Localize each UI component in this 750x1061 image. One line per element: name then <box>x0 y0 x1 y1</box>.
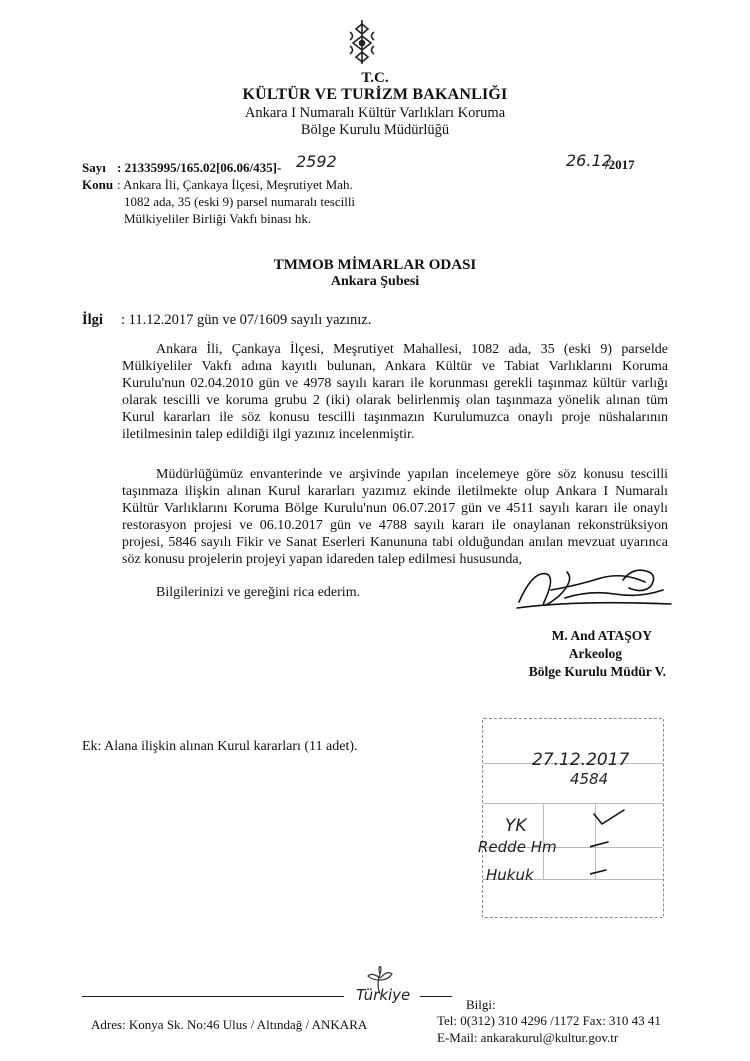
checkmark-icons <box>590 808 630 888</box>
footer-email: E-Mail: ankarakurul@kultur.gov.tr <box>437 1030 619 1045</box>
konu-line3: Mülkiyeliler Birliği Vakfı binası hk. <box>124 211 312 226</box>
konu-line1: : Ankara İli, Çankaya İlçesi, Meşrutiyet Mah. <box>117 177 353 192</box>
body-paragraph-1: Ankara İli, Çankaya İlçesi, Meşrutiyet Mahallesi, 1082 ada, 35 (eski 9) parselde Mülkiyeliler Vakfı adına kayıtlı bulunan, Ankara Kültür ve Tabiat Varlıklarını Koruma Kurulu'nun 02.04.2010 gün ve 4978 sayılı kararı ile korunması gerekli taşınmaz kültür varlığı olarak tescilli ve koruma grubu 2 (iki) olarak belirlenmiş olan taşınmaza yönelik alınan tüm Kurul kararları ile söz konusu tescilli taşınmazın Kurulumuzca onaylı proje nüshalarının iletilmesinin talep edildiği ilgi yazınız incelenmiştir. <box>122 342 668 442</box>
stamp-date: 27.12.2017 <box>532 750 630 770</box>
turkiye-logo-text: Türkiye <box>356 986 411 1004</box>
footer-tel-fax: Tel: 0(312) 310 4296 /1172 Fax: 310 43 41 <box>437 1013 661 1028</box>
stamp-note-yk: YK <box>505 816 527 836</box>
footer-address: Adres: Konya Sk. No:46 Ulus / Altındağ / ANKARA <box>91 1017 368 1032</box>
date-handwritten: 26.12 <box>566 151 612 170</box>
header-tc: T.C. <box>361 70 389 86</box>
footer-bilgi-label: Bilgi: <box>466 997 496 1012</box>
konu-line2: 1082 ada, 35 (eski 9) parsel numaralı tescilli <box>124 194 356 209</box>
header-unit-line1: Ankara I Numaralı Kültür Varlıkları Koruma <box>244 105 506 121</box>
recipient-name: TMMOB MİMARLAR ODASI <box>273 257 477 273</box>
stamp-note-redde: Redde Hm <box>478 838 557 856</box>
footer-divider-left <box>82 996 344 997</box>
signature-role: Bölge Kurulu Müdür V. <box>528 664 666 679</box>
closing-line: Bilgilerinizi ve gereğini rica ederim. <box>156 585 361 600</box>
attachment-line: Ek: Alana ilişkin alınan Kurul kararları (11 adet). <box>82 739 358 754</box>
sayi-handwritten: 2592 <box>296 152 337 171</box>
header-unit-line2: Bölge Kurulu Müdürlüğü <box>300 122 450 138</box>
body-paragraph-2: Müdürlüğümüz envanterinde ve arşivinde yapılan incelemeye göre söz konusu tescilli taşınmaza ilişkin alınan Kurul kararları yazımız ekinde iletilmekte olup Ankara I Numaralı Kültür Varlıklarını Koruma Bölge Kurulu'nun 06.07.2017 gün ve 4511 sayılı kararı ile onaylı restorasyon projesi ve 06.10.2017 gün ve 4788 sayılı kararı ile onaylanan rekonstrüksiyon projesi, 5846 sayılı Fikir ve Sanat Eserleri Kanununa tabi olduğundan anılan mevzuat uyarınca söz konusu projelerin projeyi yapan idareden talep edilmesi hususunda, <box>122 467 668 567</box>
konu-label: Konu <box>82 177 114 192</box>
recipient-branch: Ankara Şubesi <box>330 274 420 289</box>
stamp-number: 4584 <box>570 770 609 788</box>
footer-divider-right <box>420 996 452 997</box>
ilgi-text: : 11.12.2017 gün ve 07/1609 sayılı yazınız. <box>121 312 372 328</box>
stamp-note-hukuk: Hukuk <box>486 866 534 884</box>
signature-scribble-icon <box>505 560 685 620</box>
sayi-value: : 21335995/165.02[06.06/435]- <box>117 160 282 175</box>
date-year: /2017 <box>605 157 635 172</box>
ministry-emblem-icon <box>345 18 379 66</box>
header-ministry: KÜLTÜR VE TURİZM BAKANLIĞI <box>242 86 508 103</box>
ilgi-label: İlgi <box>82 312 103 328</box>
signature-name: M. And ATAŞOY <box>551 628 652 643</box>
sayi-label: Sayı <box>82 160 106 175</box>
signature-title: Arkeolog <box>568 646 622 661</box>
